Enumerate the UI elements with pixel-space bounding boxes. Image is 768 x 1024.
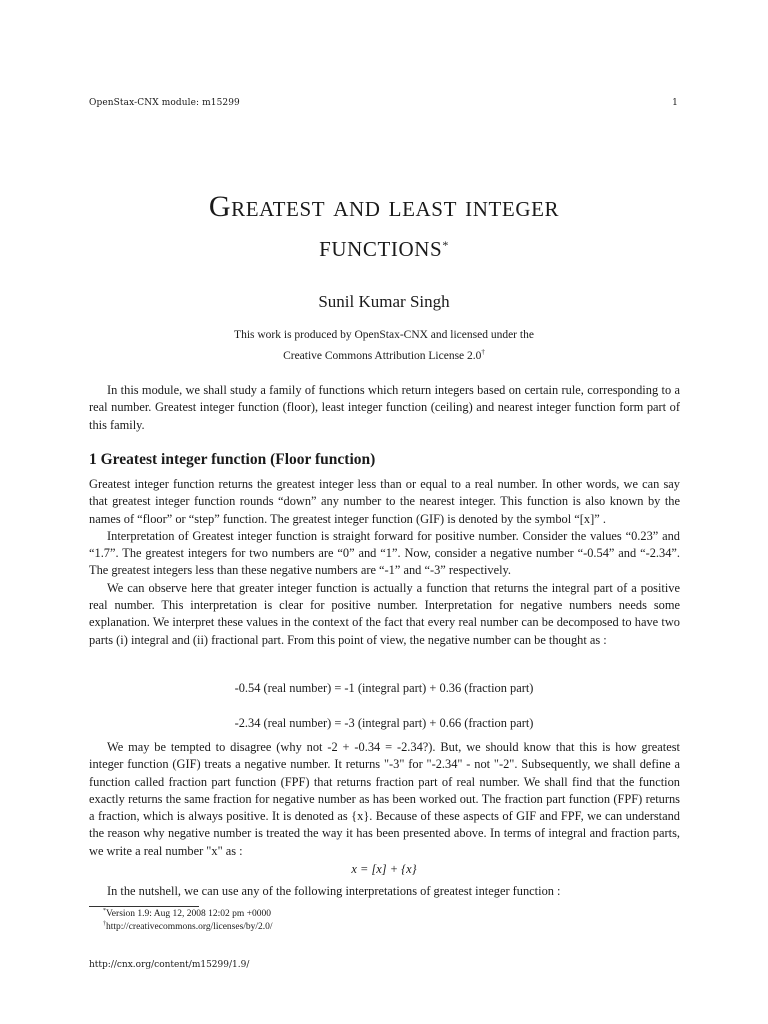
document-title (0, 187, 768, 267)
page-footer-url[interactable]: http://cnx.org/content/m15299/1.9/ (89, 960, 250, 970)
paragraph-3: We can observe here that greater integer function is actually a function that returns the integral part of a positive real number. This interpretation is clear for positive number. Interpretation for negative numbers needs some explanation. We interpret these values in the context of the fact that every real number can be decomposed to have two parts (i) integral and (ii) fractional part. From this point of view, the negative number can be thought as : (89, 580, 680, 647)
author-name: Sunil Kumar Singh (318, 292, 450, 311)
page-number: 1 (672, 98, 678, 108)
equation-3: x = [x] + {x} (351, 862, 417, 876)
license-note (0, 327, 768, 365)
title-footnote-mark: * (442, 238, 449, 252)
page-header (89, 98, 678, 108)
paragraph-4: We may be tempted to disagree (why not -2 + -0.34 = -2.34?). But, we should know that this is how greatest integer function (GIF) treats a negative number. It returns "-3" for "-2.34" - not "-2". Subsequently, we shall define a function called fraction part function (FPF) that returns fraction part of real number. We shall find that the function exactly returns the same fraction for negative number as has been worked out. The fraction part function (FPF) returns a fraction, which is always positive. It is denoted as {x}. Because of these aspects of GIF and FPF, we can understand the reason why negative number is treated the way it has been presented above. In terms of integral and fraction parts, we write a real number "x" as : (89, 740, 680, 858)
title-line-2: functions* (319, 230, 449, 263)
intro-section (89, 382, 680, 434)
title-line-1: Greatest and least integer (208, 190, 560, 223)
section-body (89, 476, 680, 649)
section-heading: 1 Greatest integer function (Floor function) (89, 451, 376, 468)
footnote-2: †http://creativecommons.org/licenses/by/2.0/ (103, 921, 273, 933)
footnote-divider (89, 906, 199, 907)
module-id: OpenStax-CNX module: m15299 (89, 98, 240, 108)
section-body-3 (89, 883, 680, 900)
paragraph-5: In the nutshell, we can use any of the following interpretations of greatest integer function : (107, 884, 561, 898)
license-line-2: Creative Commons Attribution License 2.0† (283, 348, 485, 362)
equation-1: -0.54 (real number) = -1 (integral part) + 0.36 (fraction part) (234, 681, 534, 695)
license-line-1: This work is produced by OpenStax-CNX and licensed under the (234, 329, 534, 341)
license-link[interactable]: http://creativecommons.org/licenses/by/2.0/ (106, 922, 273, 933)
paragraph-1: Greatest integer function returns the greatest integer less than or equal to a real number. In other words, we can say that greatest integer function rounds “down” any number to the nearest integer. This function is also known by the names of “floor” or “step” function. The greatest integer function (GIF) is denoted by the symbol “[x]” . (89, 477, 680, 526)
footnote-1: *Version 1.9: Aug 12, 2008 12:02 pm +0000 (103, 908, 272, 920)
license-footnote-mark: † (481, 348, 485, 356)
intro-paragraph: In this module, we shall study a family of functions which return integers based on certain rule, corresponding to a real number. Greatest integer function (floor), least integer function (ceiling) and nearest integer function form part of this family. (89, 383, 680, 432)
paragraph-2: Interpretation of Greatest integer function is straight forward for positive number. Consider the values “0.23” and “1.7”. The greatest integers for two numbers are “0” and “1”. Now, consider a negative number “-0.54” and “-2.34”. The greatest integers less than these negative numbers are “-1” and “-3” respectively. (89, 528, 680, 578)
section-body-2 (89, 739, 680, 860)
equation-2: -2.34 (real number) = -3 (integral part) + 0.66 (fraction part) (234, 716, 534, 730)
